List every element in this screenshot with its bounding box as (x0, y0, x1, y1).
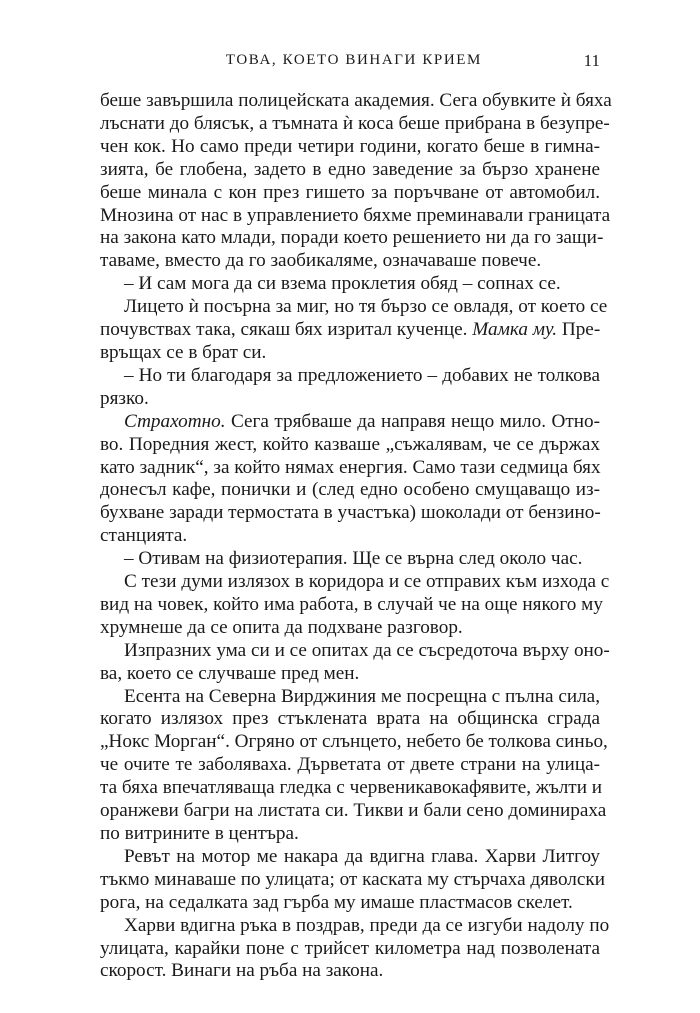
text-line: беше завършила полицейската академия. Сега обувките ѝ бяха (100, 90, 612, 111)
text-line: скорост. Винаги на ръба на закона. (100, 960, 384, 982)
text-line: ва, което се случваше пред мен. (100, 662, 360, 684)
text-line: „Нокс Морган“. Огряно от слънцето, небето бе толкова синьо, (100, 731, 608, 753)
text-line: рязко. (100, 387, 149, 409)
text-line: – И сам мога да си взема проклетия обяд – сопнах се. (124, 273, 561, 295)
text-line: Ревът на мотор ме накара да вдигна глава. Харви Литгоу (124, 845, 600, 867)
text-line: рога, на седалката зад гърба му имаше пластмасов скелет. (100, 891, 573, 913)
text-line: оранжеви багри на листата си. Тикви и бали сено доминираха (100, 800, 607, 822)
text-line: С тези думи излязох в коридора и се отправих към изхода с (124, 571, 610, 593)
page-number: 11 (583, 51, 600, 70)
text-line: че очите те заболяваха. Дърветата от двете страни на улица- (100, 754, 600, 776)
text-line: Харви вдигна ръка в поздрав, преди да се изгуби надолу по (124, 914, 610, 936)
text-line: вид на човек, който има работа, в случай че на още някого му (100, 593, 603, 615)
running-head (100, 52, 600, 76)
text-line: – Но ти благодаря за предложението – добавих не толкова (124, 364, 600, 386)
text-line: станцията. (100, 525, 188, 547)
text-line: Лицето ѝ посърна за миг, но тя бързо се овладя, от което се (124, 296, 608, 318)
text-line: когато излязох през стъклената врата на общинска сграда (100, 708, 600, 730)
text-line: во. Поредния жест, който казваше „съжалявам, че се държах (100, 433, 600, 455)
text-line: – Отивам на физиотерапия. Ще се върна след около час. (124, 548, 583, 570)
text-line: чен кок. Но само преди четири години, когато беше в гимна- (100, 135, 600, 157)
running-title: ТОВА, КОЕТО ВИНАГИ КРИЕМ (225, 52, 482, 68)
text-line: на закона като млади, поради което решението ни да го защи- (100, 227, 604, 249)
text-line: тъкмо минаваше по улицата; от каската му стърчаха дяволски (100, 868, 605, 890)
italic-phrase: Мамка му. (472, 319, 558, 341)
text-line: Изпразних ума си и се опитах да се съсредоточа върху оно- (124, 639, 610, 661)
text-line: донесъл кафе, понички и (след едно особено смущаващо из- (100, 479, 600, 501)
text-line: таваме, вместо да го заобикаляме, означаваше повече. (100, 250, 542, 272)
text-line: хрумнеше да се опита да подхване разговор. (100, 616, 463, 638)
text-line: връщах се в брат си. (100, 341, 267, 363)
text-line: почувствах така, сякаш бях изритал кученце. Мамка му. Пре- (100, 319, 601, 341)
text-line: та бяха впечатляваща гледка с червеникавокафявите, жълти и (100, 777, 603, 799)
italic-phrase: Страхотно. (124, 410, 226, 432)
text-line: Страхотно. Сега трябваше да направя нещо мило. Отно- (124, 410, 600, 432)
text-line: беше минала с кон през гишето за поръчване от автомобил. (100, 181, 600, 203)
body-text (100, 90, 612, 983)
text-line: бухване заради термостата в участъка) шоколади от бензино- (100, 502, 601, 524)
text-line: като задник“, за който нямах енергия. Само тази седмица бях (100, 456, 601, 478)
text-line: лъснати до блясък, а тъмната ѝ коса беше прибрана в безупре- (100, 112, 610, 134)
text-line: Мнозина от нас в управлението бяхме преминавали границата (100, 204, 611, 226)
text-line: Есента на Северна Вирджиния ме посрещна с пълна сила, (124, 685, 600, 707)
text-line: по витрините в центъра. (100, 823, 299, 844)
text-line: улицата, карайки поне с трийсет километра над позволената (100, 937, 600, 959)
text-line: зията, бе глобена, задето в едно заведение за бързо хранене (100, 158, 600, 180)
